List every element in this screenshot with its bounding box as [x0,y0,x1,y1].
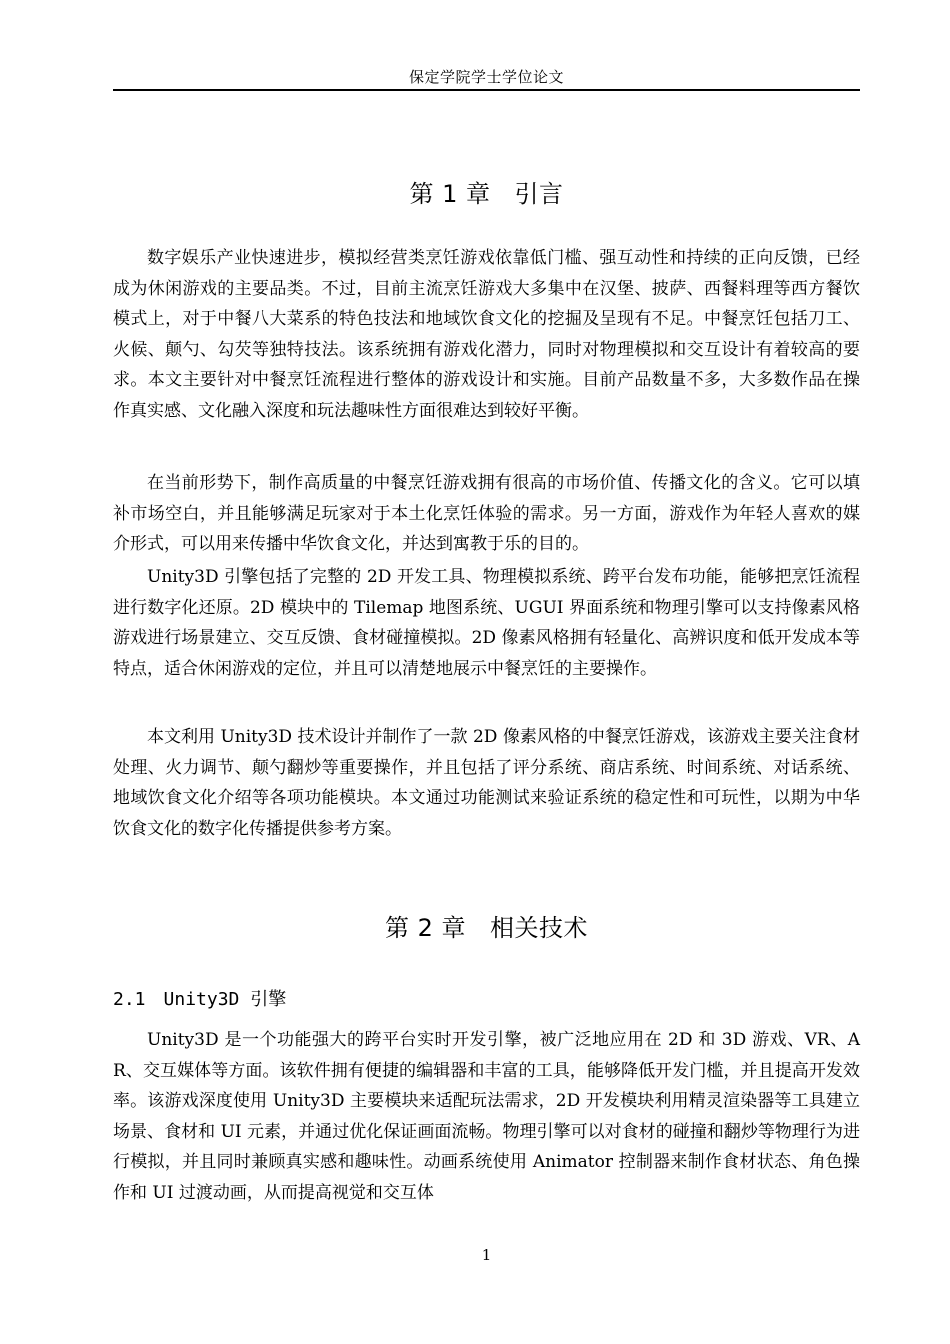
section-2-1-title: Unity3D 引擎 [163,989,287,1010]
header-rule [113,89,860,91]
page-number: 1 [481,1246,492,1264]
chapter-2-heading [113,913,860,943]
running-header: 保定学院学士学位论文 [408,68,564,86]
chapter-2-number: 第 2 章 [384,914,467,942]
chapter-1-paragraph-4: 本文利用 Unity3D 技术设计并制作了一款 2D 像素风格的中餐烹饪游戏，该游戏主要关注食材处理、火力调节、颠勺翻炒等重要操作，并且包括了评分系统、商店系统、时间系统、对话系统、地域饮食文化介绍等各项功能模块。本文通过功能测试来验证系统的稳定性和可玩性，以期为中华饮食文化的数字化传播提供参考方案。 [113,727,860,839]
section-2-1-paragraph: Unity3D 是一个功能强大的跨平台实时开发引擎，被广泛地应用在 2D 和 3D 游戏、VR、AR、交互媒体等方面。该软件拥有便捷的编辑器和丰富的工具，能够降低开发门槛，并且提高开发效率。该游戏深度使用 Unity3D 主要模块来适配玩法需求，2D 开发模块利用精灵渲染器等工具建立场景、食材和 UI 元素，并通过优化保证画面流畅。物理引擎可以对食材的碰撞和翻炒等物理行为进行模拟，并且同时兼顾真实感和趣味性。动画系统使用 Animator 控制器来制作食材状态、角色操作和 UI 过渡动画，从而提高视觉和交互体 [113,1030,860,1203]
chapter-1-heading [113,179,860,209]
chapter-1-number: 第 1 章 [409,180,491,208]
chapter-2-title: 相关技术 [490,914,589,942]
section-2-1-number: 2.1 [113,989,146,1010]
chapter-1-paragraph-1: 数字娱乐产业快速进步，模拟经营类烹饪游戏依靠低门槛、强互动性和持续的正向反馈，已经成为休闲游戏的主要品类。不过，目前主流烹饪游戏大多集中在汉堡、披萨、西餐料理等西方餐饮模式上，对于中餐八大菜系的特色技法和地域饮食文化的挖掘及呈现有不足。中餐烹饪包括刀工、火候、颠勺、勾芡等独特技法。该系统拥有游戏化潜力，同时对物理模拟和交互设计有着较高的要求。本文主要针对中餐烹饪流程进行整体的游戏设计和实施。目前产品数量不多，大多数作品在操作真实感、文化融入深度和玩法趣味性方面很难达到较好平衡。 [113,248,860,421]
section-2-1-heading [113,988,286,1012]
chapter-1-paragraph-2: 在当前形势下，制作高质量的中餐烹饪游戏拥有很高的市场价值、传播文化的含义。它可以填补市场空白，并且能够满足玩家对于本土化烹饪体验的需求。另一方面，游戏作为年轻人喜欢的媒介形式，可以用来传播中华饮食文化，并达到寓教于乐的目的。 [113,473,860,554]
chapter-1-paragraph-3: Unity3D 引擎包括了完整的 2D 开发工具、物理模拟系统、跨平台发布功能，能够把烹饪流程进行数字化还原。2D 模块中的 Tilemap 地图系统、UGUI 界面系统和物理引擎可以支持像素风格游戏进行场景建立、交互反馈、食材碰撞模拟。2D 像素风格拥有轻量化、高辨识度和低开发成本等特点，适合休闲游戏的定位，并且可以清楚地展示中餐烹饪的主要操作。 [113,567,860,679]
chapter-1-title: 引言 [514,180,564,208]
